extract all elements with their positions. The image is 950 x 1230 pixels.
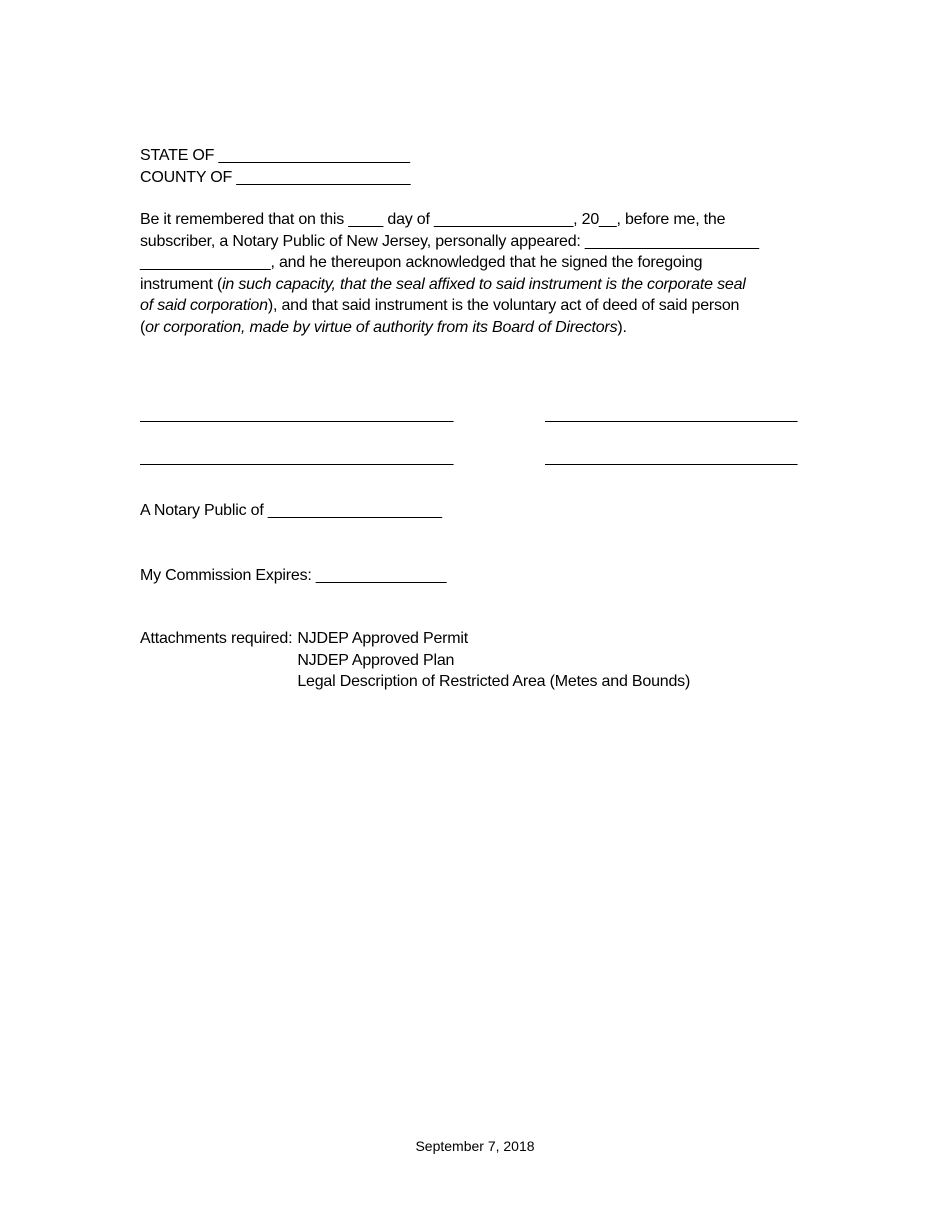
acknowledgment-line-1: Be it remembered that on this ____ day of ________________, 20__, before me, the xyxy=(140,211,726,228)
acknowledgment-line-6-close: ). xyxy=(617,318,627,336)
signature-line-right-1: _____________________________ xyxy=(545,406,798,423)
commission-expires-line: My Commission Expires: _______________ xyxy=(140,566,447,584)
acknowledgment-line-5 xyxy=(140,295,810,317)
acknowledgment-line-5-text: ), and that said instrument is the voluntary act of deed of said person xyxy=(267,297,740,314)
attachments-list xyxy=(297,628,690,693)
notary-public-line: A Notary Public of ____________________ xyxy=(140,502,442,519)
county-line: COUNTY OF ____________________ xyxy=(140,168,411,186)
signature-row-1 xyxy=(140,404,800,426)
signature-line-left-1: ____________________________________ xyxy=(140,406,454,423)
venue-block xyxy=(140,145,820,188)
notary-acknowledgment-page xyxy=(140,145,820,693)
acknowledgment-line-4-italic: in such capacity, that the seal affixed to said instrument is the corporate seal xyxy=(222,275,746,293)
footer-date: September 7, 2018 xyxy=(415,1138,535,1154)
acknowledgment-line-6 xyxy=(140,317,810,339)
attachment-item-permit: NJDEP Approved Permit xyxy=(297,630,469,647)
signature-lines xyxy=(140,404,800,468)
signature-line-right-2: _____________________________ xyxy=(545,448,798,466)
attachments-block xyxy=(140,628,820,693)
signature-row-2 xyxy=(140,447,800,469)
acknowledgment-paragraph xyxy=(140,209,810,338)
acknowledgment-line-4 xyxy=(140,274,810,296)
attachment-item-plan: NJDEP Approved Plan xyxy=(297,651,455,669)
acknowledgment-line-6-italic: or corporation, made by virtue of authority from its Board of Directors xyxy=(145,318,618,336)
acknowledgment-line-5-italic: of said corporation xyxy=(140,297,268,314)
acknowledgment-line-3: _______________, and he thereupon acknowledged that he signed the foregoing xyxy=(140,254,703,271)
signature-line-left-2: ____________________________________ xyxy=(140,448,454,466)
acknowledgment-line-4-text: instrument ( xyxy=(140,275,223,293)
attachment-item-legal-description: Legal Description of Restricted Area (Metes and Bounds) xyxy=(297,673,691,690)
attachments-label: Attachments required: xyxy=(140,630,293,647)
state-line: STATE OF ______________________ xyxy=(140,147,410,164)
acknowledgment-line-2: subscriber, a Notary Public of New Jersey, personally appeared: ____________________ xyxy=(140,232,759,250)
acknowledgment-line-6-open: ( xyxy=(140,318,146,336)
